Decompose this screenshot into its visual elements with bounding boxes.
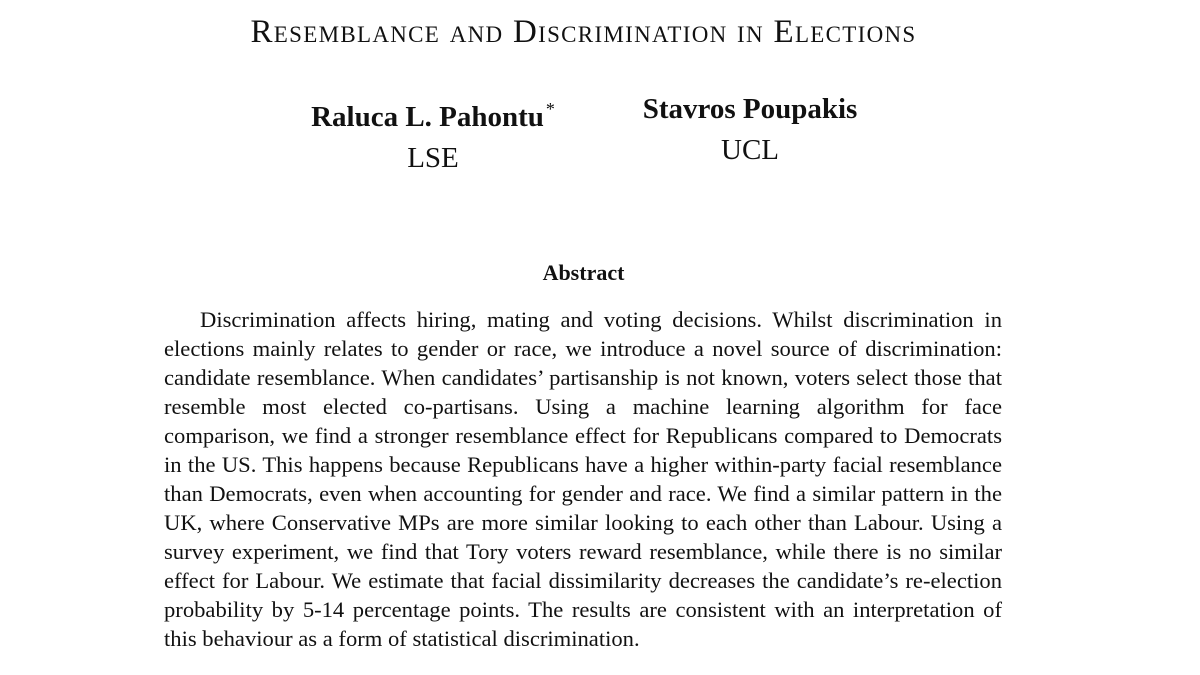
- author-name: Stavros Poupakis: [642, 93, 858, 125]
- author-name-line: [283, 88, 583, 138]
- author-block: [283, 88, 583, 178]
- author-name-line: [600, 88, 900, 130]
- paper-title: Resemblance and Discrimination in Elections: [250, 14, 917, 50]
- author-footnote-mark: *: [545, 99, 555, 119]
- author-name: Raluca L. Pahontu: [311, 101, 544, 133]
- abstract-heading: Abstract: [542, 260, 625, 285]
- author-affiliation: LSE: [407, 142, 459, 174]
- author-affiliation: UCL: [721, 134, 779, 166]
- author-block: [600, 88, 900, 170]
- abstract-text: Discrimination affects hiring, mating and voting decisions. Whilst discrimination in elections mainly relates to gender or race, we introduce a novel source of discrimination: candidate resemblance. When candidates’ partisanship is not known, voters select those that resemble most elected co-partisans. Using a machine learning algorithm for face comparison, we find a stronger resemblance effect for Republicans compared to Democrats in the US. This happens because Republicans have a higher within-party facial resemblance than Democrats, even when accounting for gender and race. We find a similar pattern in the UK, where Conservative MPs are more similar looking to each other than Labour. Using a survey experiment, we find that Tory voters reward resemblance, while there is no similar effect for Labour. We estimate that facial dissimilarity decreases the candidate’s re-election probability by 5-14 percentage points. The results are consistent with an interpretation of this behaviour as a form of statistical discrimination.: [164, 307, 1002, 651]
